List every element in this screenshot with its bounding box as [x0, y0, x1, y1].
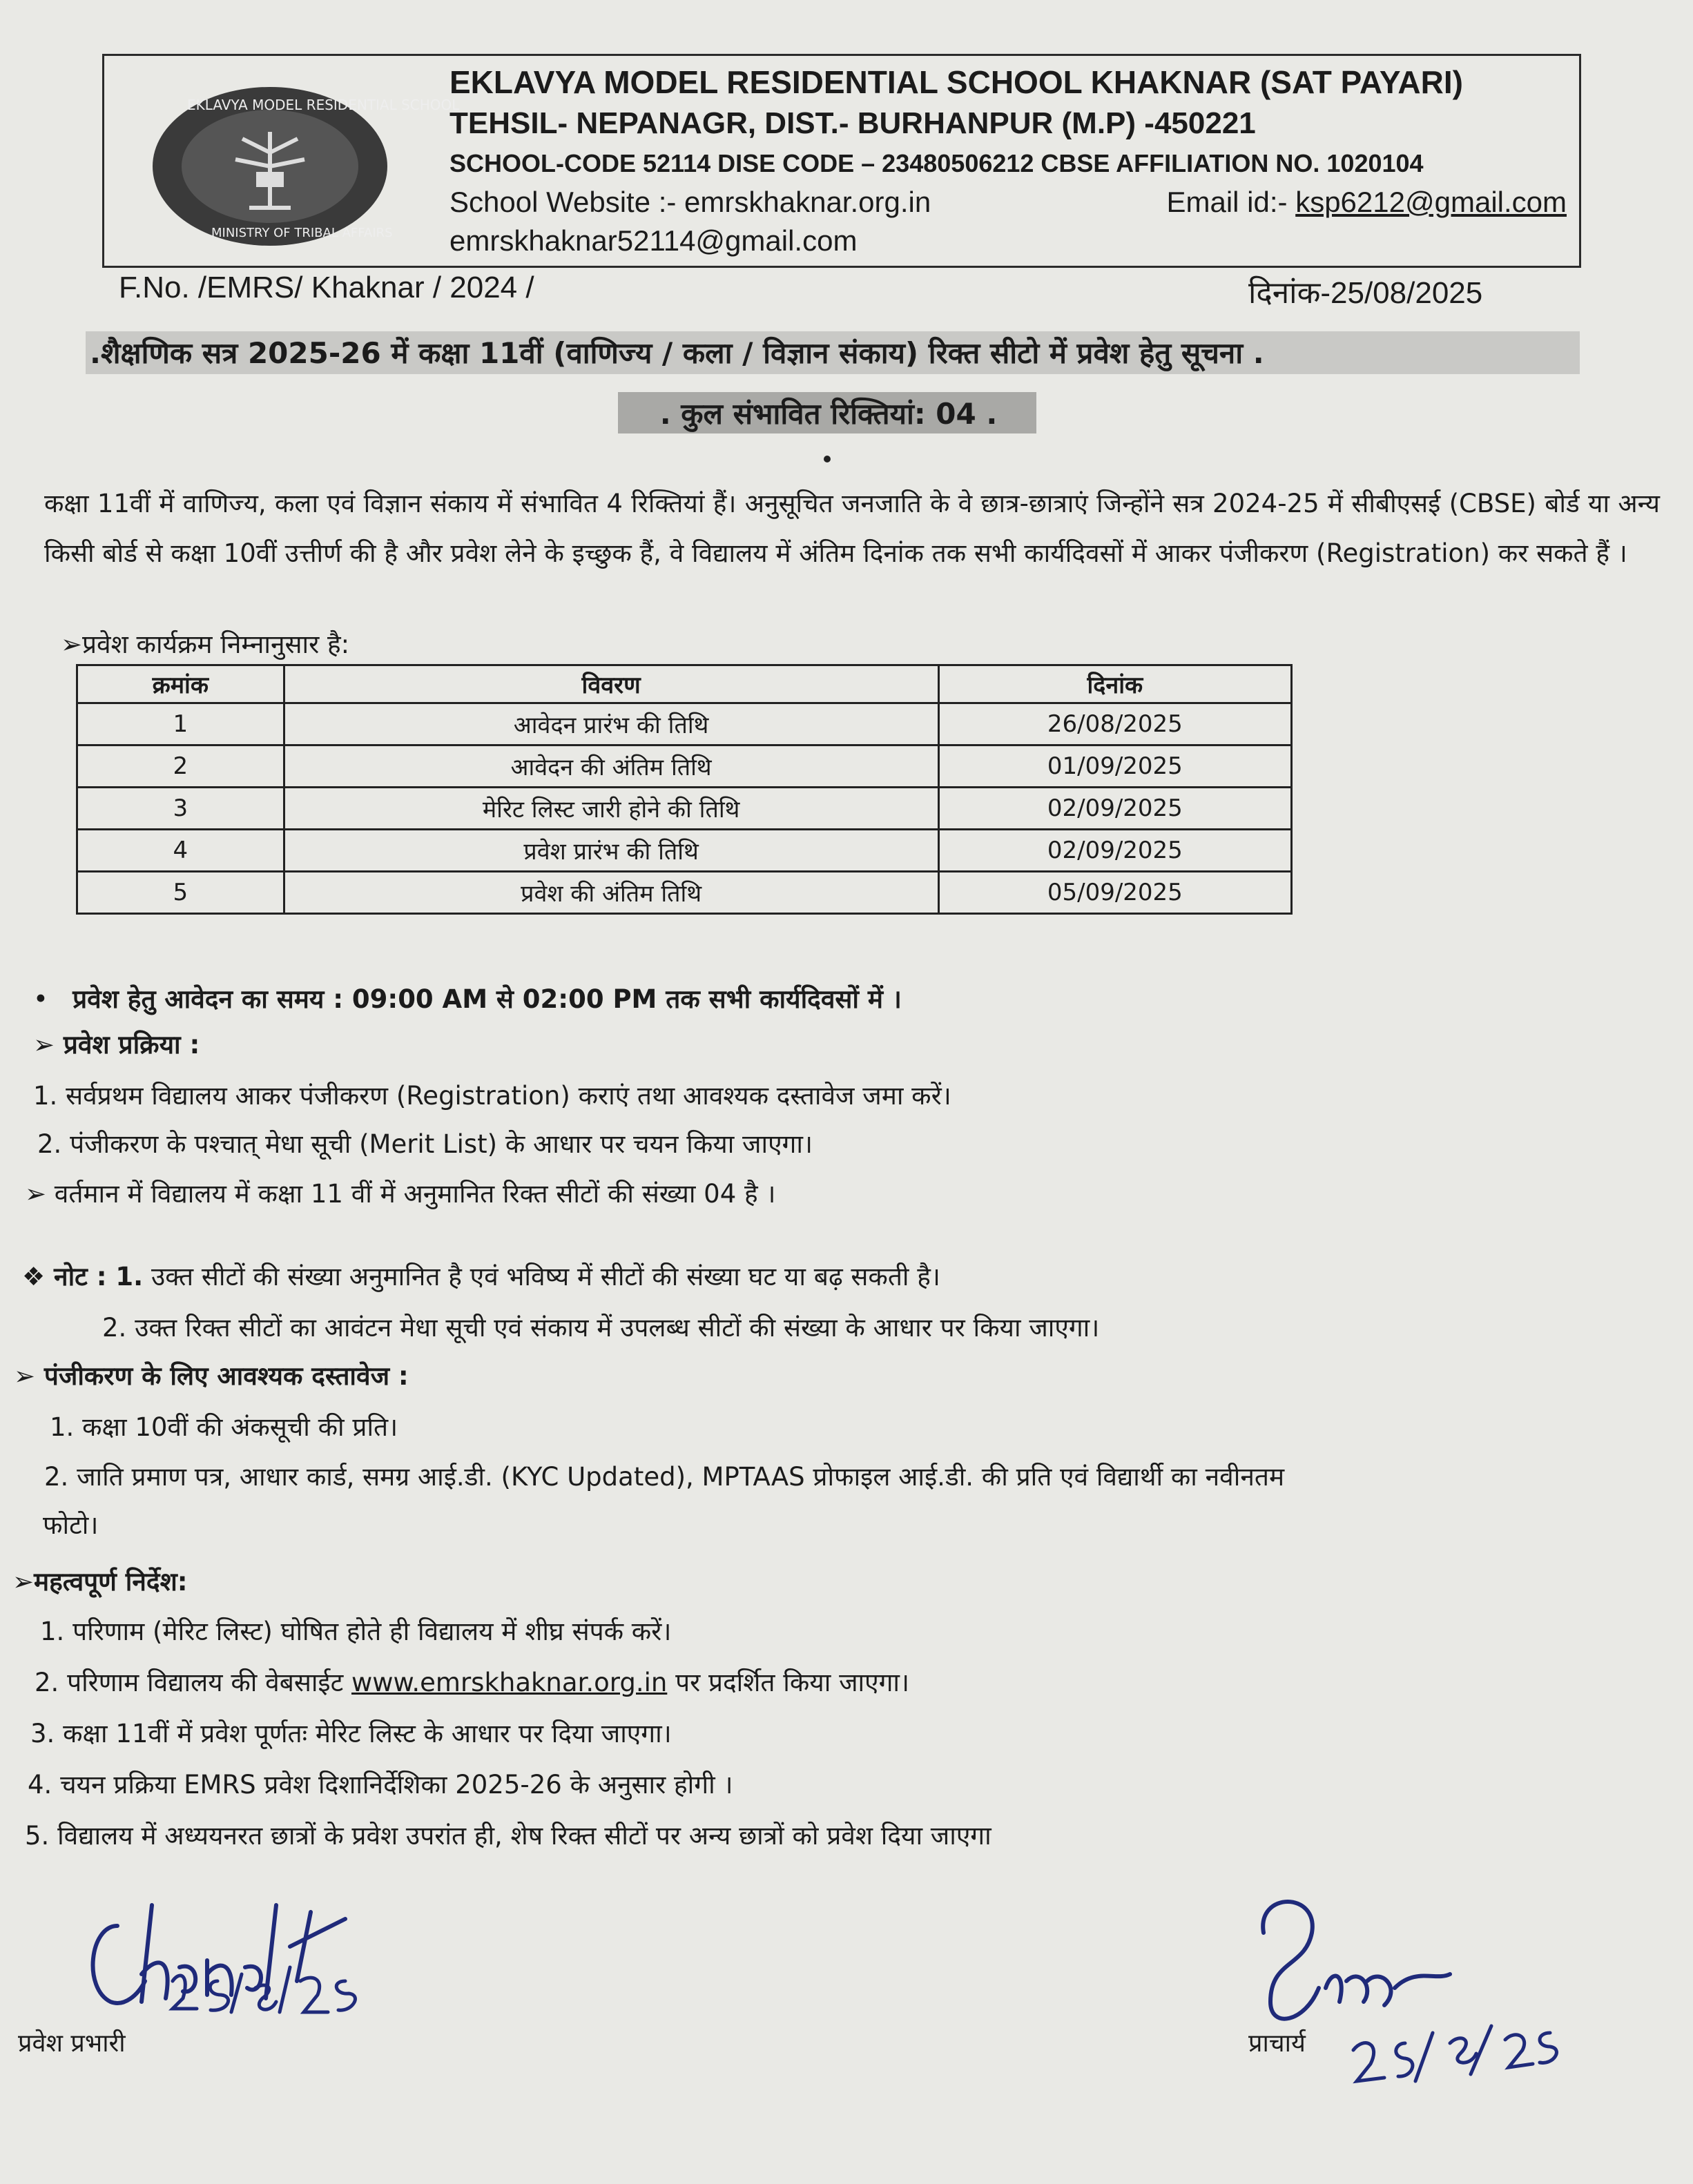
email-label: Email id:- [1166, 186, 1296, 218]
document-item-2-cont: फोटो। [43, 1510, 99, 1540]
table-cell: 26/08/2025 [938, 703, 1291, 745]
table-row [77, 872, 1292, 914]
timing-value: : 09:00 AM से 02:00 PM तक सभी कार्यदिवसों में । [324, 984, 902, 1014]
note-line-2: 2. उक्त रिक्त सीटों का आवंटन मेधा सूची एवं संकाय में उपलब्ध सीटों की संख्या के आधार पर किया जाएगा। [102, 1313, 1100, 1343]
column-header: दिनांक [938, 665, 1291, 703]
notice-title: .शैक्षणिक सत्र 2025-26 में कक्षा 11वीं (वाणिज्य / कला / विज्ञान संकाय) रिक्त सीटो में प्रवेश हेतु सूचना . [90, 336, 1264, 370]
letterhead-text [449, 61, 1568, 260]
table-cell: 1 [77, 703, 284, 745]
principal-label: प्राचार्य [1248, 2029, 1306, 2058]
note-label: ❖ नोट : 1. [22, 1262, 144, 1291]
table-cell: प्रवेश की अंतिम तिथि [284, 872, 938, 914]
table-cell: प्रवेश प्रारंभ की तिथि [284, 830, 938, 872]
column-header: क्रमांक [77, 665, 284, 703]
instruction-item-2-suffix: पर प्रदर्शित किया जाएगा। [667, 1668, 910, 1697]
note-text-1: उक्त सीटों की संख्या अनुमानित है एवं भविष्य में सीटों की संख्या घट या बढ़ सकती है। [143, 1262, 940, 1291]
instruction-item-1: 1. परिणाम (मेरिट लिस्ट) घोषित होते ही विद्यालय में शीघ्र संपर्क करें। [40, 1617, 672, 1646]
process-heading: ➢ प्रवेश प्रक्रिया : [33, 1030, 200, 1060]
admission-schedule-table [76, 664, 1293, 915]
file-number: F.No. /EMRS/ Khaknar / 2024 / [119, 271, 534, 304]
table-cell: 4 [77, 830, 284, 872]
document-item-1: 1. कक्षा 10वीं की अंकसूची की प्रति। [50, 1412, 398, 1442]
website-link[interactable]: www.emrskhaknar.org.in [351, 1668, 668, 1697]
admission-incharge-label: प्रवेश प्रभारी [18, 2029, 126, 2058]
process-item-2: 2. पंजीकरण के पश्चात् मेधा सूची (Merit List) के आधार पर चयन किया जाएगा। [37, 1129, 813, 1159]
table-cell: 5 [77, 872, 284, 914]
table-cell: 02/09/2025 [938, 788, 1291, 830]
schedule-label: ➢प्रवेश कार्यक्रम निम्नानुसार है: [61, 630, 350, 659]
note-line-1 [22, 1258, 940, 1293]
school-codes: SCHOOL-CODE 52114 DISE CODE – 23480506212 CBSE AFFILIATION NO. 1020104 [449, 149, 1424, 177]
email-link-1[interactable]: ksp6212@gmail.com [1295, 186, 1567, 218]
documents-heading: ➢ पंजीकरण के लिए आवश्यक दस्तावेज : [14, 1361, 409, 1391]
table-cell: 01/09/2025 [938, 745, 1291, 788]
table-cell: 3 [77, 788, 284, 830]
table-row [77, 703, 1292, 745]
instruction-item-4: 4. चयन प्रक्रिया EMRS प्रवेश दिशानिर्देशिका 2025-26 के अनुसार होगी । [28, 1770, 733, 1800]
table-cell: आवेदन की अंतिम तिथि [284, 745, 938, 788]
table-row [77, 788, 1292, 830]
document-item-2: 2. जाति प्रमाण पत्र, आधार कार्ड, समग्र आई.डी. (KYC Updated), MPTAAS प्रोफाइल आई.डी. की प्रति एवं विद्यार्थी का नवीनतम [44, 1462, 1285, 1492]
letterhead [102, 54, 1581, 268]
admission-incharge-signature [69, 1878, 387, 2022]
instruction-item-2-text: 2. परिणाम विद्यालय की वेबसाईट [35, 1668, 352, 1697]
school-logo [146, 84, 460, 249]
table-header-row [77, 665, 1292, 703]
table-cell: आवेदन प्रारंभ की तिथि [284, 703, 938, 745]
school-address: TEHSIL- NEPANAGR, DIST.- BURHANPUR (M.P) -450221 [449, 106, 1256, 140]
total-vacancies: . कुल संभावित रिक्तियां: 04 . [659, 397, 998, 431]
dot-mark [824, 456, 831, 462]
table-cell: 05/09/2025 [938, 872, 1291, 914]
instructions-heading: ➢महत्वपूर्ण निर्देश: [12, 1567, 188, 1597]
table-cell: 2 [77, 745, 284, 788]
table-cell: 02/09/2025 [938, 830, 1291, 872]
instruction-item-2 [35, 1664, 909, 1699]
school-website: School Website :- emrskhaknar.org.in [449, 186, 931, 218]
process-item-1: 1. सर्वप्रथम विद्यालय आकर पंजीकरण (Registration) कराएं तथा आवश्यक दस्तावेज जमा करें। [33, 1081, 951, 1111]
table-row [77, 830, 1292, 872]
application-timing [33, 980, 902, 1015]
svg-text:EKLAVYA MODEL RESIDENTIAL SCHO: EKLAVYA MODEL RESIDENTIAL SCHOOL [187, 97, 460, 113]
table-row [77, 745, 1292, 788]
column-header: विवरण [284, 665, 938, 703]
school-name: EKLAVYA MODEL RESIDENTIAL SCHOOL KHAKNAR (SAT PAYARI) [449, 64, 1463, 100]
table-cell: मेरिट लिस्ट जारी होने की तिथि [284, 788, 938, 830]
email-link-2[interactable]: emrskhaknar52114@gmail.com [449, 224, 858, 257]
svg-text:MINISTRY OF TRIBAL AFFAIRS: MINISTRY OF TRIBAL AFFAIRS [211, 226, 393, 240]
instruction-item-3: 3. कक्षा 11वीं में प्रवेश पूर्णतः मेरिट लिस्ट के आधार पर दिया जाएगा। [30, 1719, 672, 1748]
notice-date: दिनांक-25/08/2025 [1248, 276, 1483, 310]
intro-paragraph: कक्षा 11वीं में वाणिज्य, कला एवं विज्ञान संकाय में संभावित 4 रिक्तियां हैं। अनुसूचित जनजाति के वे छात्र-छात्राएं जिन्होंने सत्र 2024-25 में सीबीएसई (CBSE) बोर्ड या अन्य किसी बोर्ड से कक्षा 10वीं उत्तीर्ण की है और प्रवेश लेने के इच्छुक हैं, वे विद्यालय में अंतिम दिनांक तक सभी कार्यदिवसों में आकर पंजीकरण (Registration) कर सकते हैं । [44, 489, 1660, 568]
timing-label: प्रवेश हेतु आवेदन का समय [72, 984, 325, 1014]
vacancy-statement: ➢ वर्तमान में विद्यालय में कक्षा 11 वीं में अनुमानित रिक्त सीटों की संख्या 04 है । [25, 1179, 776, 1209]
principal-signature [1243, 1884, 1560, 2092]
instruction-item-5: 5. विद्यालय में अध्ययनरत छात्रों के प्रवेश उपरांत ही, शेष रिक्त सीटों पर अन्य छात्रों को प्रवेश दिया जाएगा [25, 1821, 991, 1851]
bullet-icon: • [33, 984, 48, 1014]
